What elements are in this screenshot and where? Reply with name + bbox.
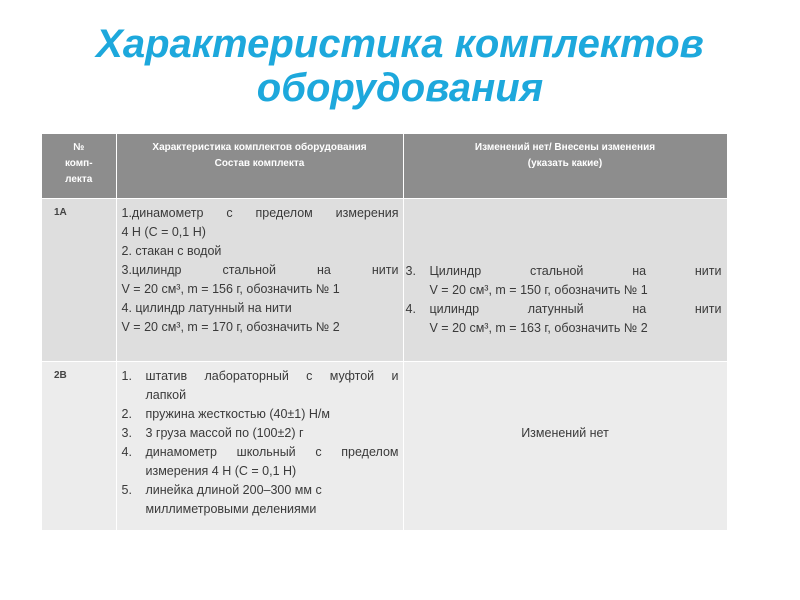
list-item [122, 367, 399, 405]
list-item: 4. цилиндр латунный на нити [121, 301, 292, 315]
change-item-text: Цилиндр стальной на нити [429, 264, 722, 278]
kit-composition [116, 199, 403, 362]
kit-number: 1А [42, 199, 116, 362]
kit-composition [116, 362, 403, 531]
header-changes-line1: Изменений нет/ Внесены изменения [474, 142, 656, 153]
header-kit-number-line2: комп- [64, 158, 93, 169]
table-row [42, 362, 727, 531]
header-kit-number-line3: лекта [65, 174, 93, 185]
header-kit-number-line1: № [73, 142, 85, 153]
table-header-row [42, 134, 727, 199]
list-item: 2. стакан с водой [121, 244, 222, 258]
list-item: 1.динамометр с пределом измерения [121, 206, 399, 220]
kit-number: 2В [42, 362, 116, 531]
list-item-text: миллиметровыми делениями [145, 502, 317, 516]
change-item-text: цилиндр латунный на нити [429, 302, 722, 316]
list-item-number: 1. [121, 369, 132, 383]
equipment-table [42, 134, 728, 531]
list-item: 3.цилиндр стальной на нити [121, 263, 399, 277]
header-composition-line1: Характеристика комплектов оборудования [152, 142, 367, 153]
list-item-text: 3 груза массой по (100±2) г [145, 426, 304, 440]
header-kit-composition [116, 134, 403, 199]
title-line-2: оборудования [256, 66, 544, 110]
list-item [122, 405, 399, 424]
header-changes [403, 134, 727, 199]
list-item-text: линейка длиной 200–300 мм с [145, 483, 322, 497]
list-item-text: лапкой [145, 388, 187, 402]
change-item-number: 3. [405, 264, 416, 278]
change-item-number: 4. [405, 302, 416, 316]
change-item-details: V = 20 см³, m = 163 г, обозначить № 2 [429, 321, 648, 335]
list-item: V = 20 см³, m = 156 г, обозначить № 1 [121, 282, 340, 296]
list-item-text: динамометр школьный с пределом [145, 445, 399, 459]
list-item-number: 3. [121, 426, 132, 440]
list-item-text: пружина жесткостью (40±1) Н/м [145, 407, 330, 421]
kit-changes [403, 362, 727, 531]
table-row [42, 199, 727, 362]
change-item [406, 300, 722, 338]
page-title [0, 22, 800, 110]
header-composition-line2: Состав комплекта [214, 158, 305, 169]
change-item-details: V = 20 см³, m = 150 г, обозначить № 1 [429, 283, 648, 297]
list-item: V = 20 см³, m = 170 г, обозначить № 2 [121, 320, 340, 334]
list-item-number: 4. [121, 445, 132, 459]
list-item [122, 443, 399, 481]
header-kit-number [42, 134, 116, 199]
header-changes-line2: (указать какие) [527, 158, 603, 169]
list-item-number: 5. [121, 483, 132, 497]
list-item [122, 424, 399, 443]
list-item-text: штатив лабораторный с муфтой и [145, 369, 399, 383]
list-item-number: 2. [121, 407, 132, 421]
change-item [406, 262, 722, 300]
list-item [122, 481, 399, 519]
list-item: 4 Н (С = 0,1 Н) [121, 225, 206, 239]
title-line-1: Характеристика комплектов [96, 22, 704, 66]
list-item-text: измерения 4 Н (С = 0,1 Н) [145, 464, 297, 478]
kit-changes [403, 199, 727, 362]
no-changes-text: Изменений нет [521, 426, 609, 440]
